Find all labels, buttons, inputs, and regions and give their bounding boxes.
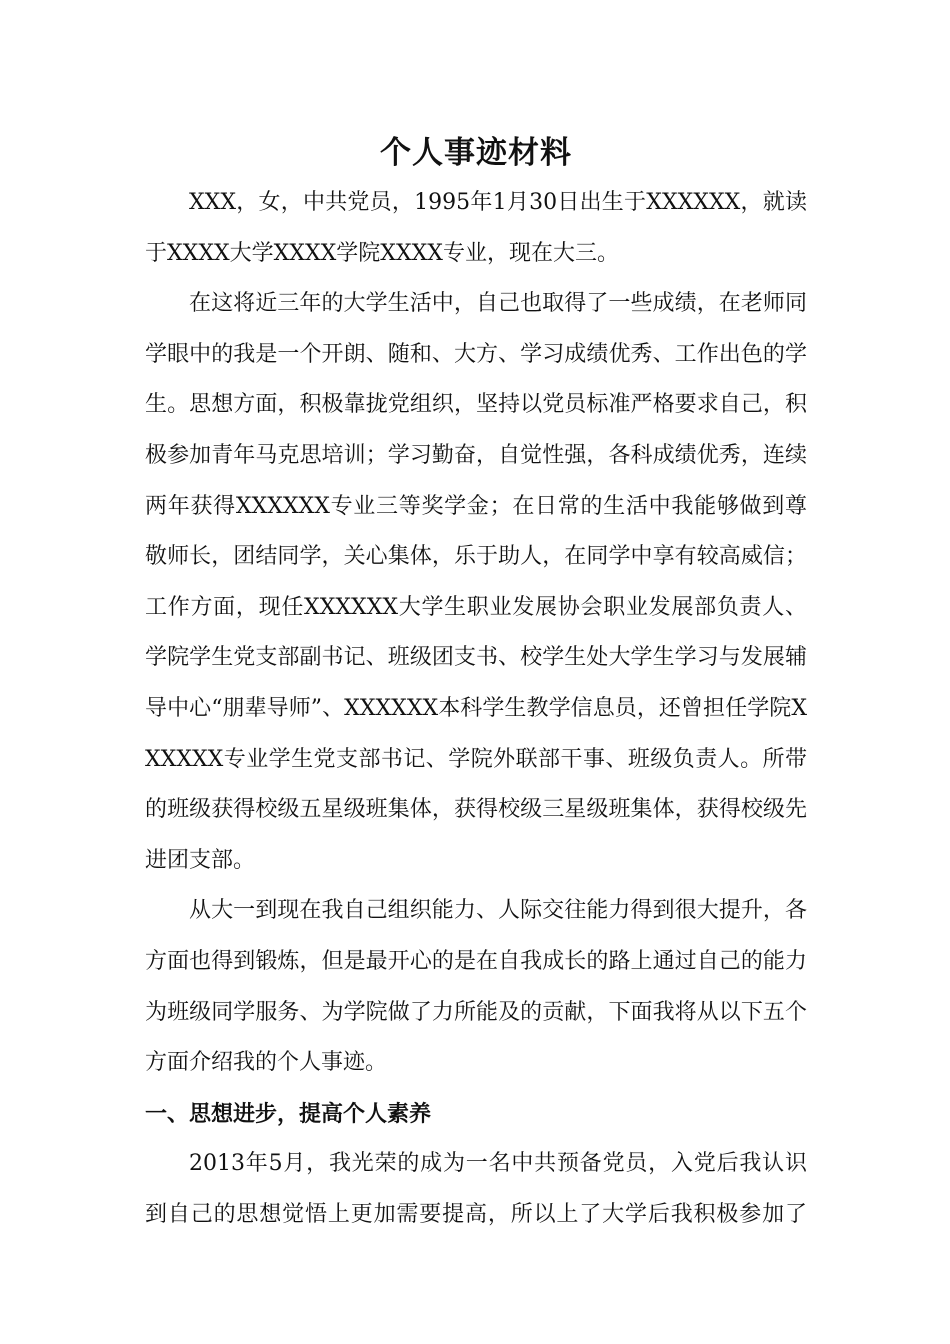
- section-heading: 一、思想进步，提高个人素养: [145, 1100, 432, 1127]
- document-title: 个人事迹材料: [380, 135, 572, 171]
- section-paragraph: 2013年5月，我光荣的成为一名中共预备党员，入党后我认识到自己的思想觉悟上更加需要提高，所以上了大学后我积极参加了: [145, 1151, 807, 1227]
- paragraph-intro: XXX，女，中共党员，1995年1月30日出生于XXXXXX，就读于XXXX大学XXXX学院XXXX专业，现在大三。: [145, 190, 807, 266]
- paragraph-achievements: 在这将近三年的大学生活中，自己也取得了一些成绩，在老师同学眼中的我是一个开朗、随和、大方、学习成绩优秀、工作出色的学生。思想方面，积极靠拢党组织，坚持以党员标准严格要求自己，积极参加青年马克思培训；学习勤奋，自觉性强，各科成绩优秀，连续两年获得XXXXXX专业三等奖学金；在日常的生活中我能够做到尊敬师长，团结同学，关心集体，乐于助人，在同学中享有较高威信；工作方面，现任XXXXXX大学生职业发展协会职业发展部负责人、学院学生党支部副书记、班级团支书、校学生处大学生学习与发展辅导中心“朋辈导师”、XXXXXX本科学生教学信息员，还曾担任学院XXXXXX专业学生党支部书记、学院外联部干事、班级负责人。所带的班级获得校级五星级班集体，获得校级三星级班集体，获得校级先进团支部。: [145, 291, 807, 873]
- paragraph-overview: 从大一到现在我自己组织能力、人际交往能力得到很大提升，各方面也得到锻炼，但是最开心的是在自我成长的路上通过自己的能力为班级同学服务、为学院做了力所能及的贡献，下面我将从以下五个方面介绍我的个人事迹。: [145, 898, 807, 1076]
- document-page: [145, 128, 807, 1240]
